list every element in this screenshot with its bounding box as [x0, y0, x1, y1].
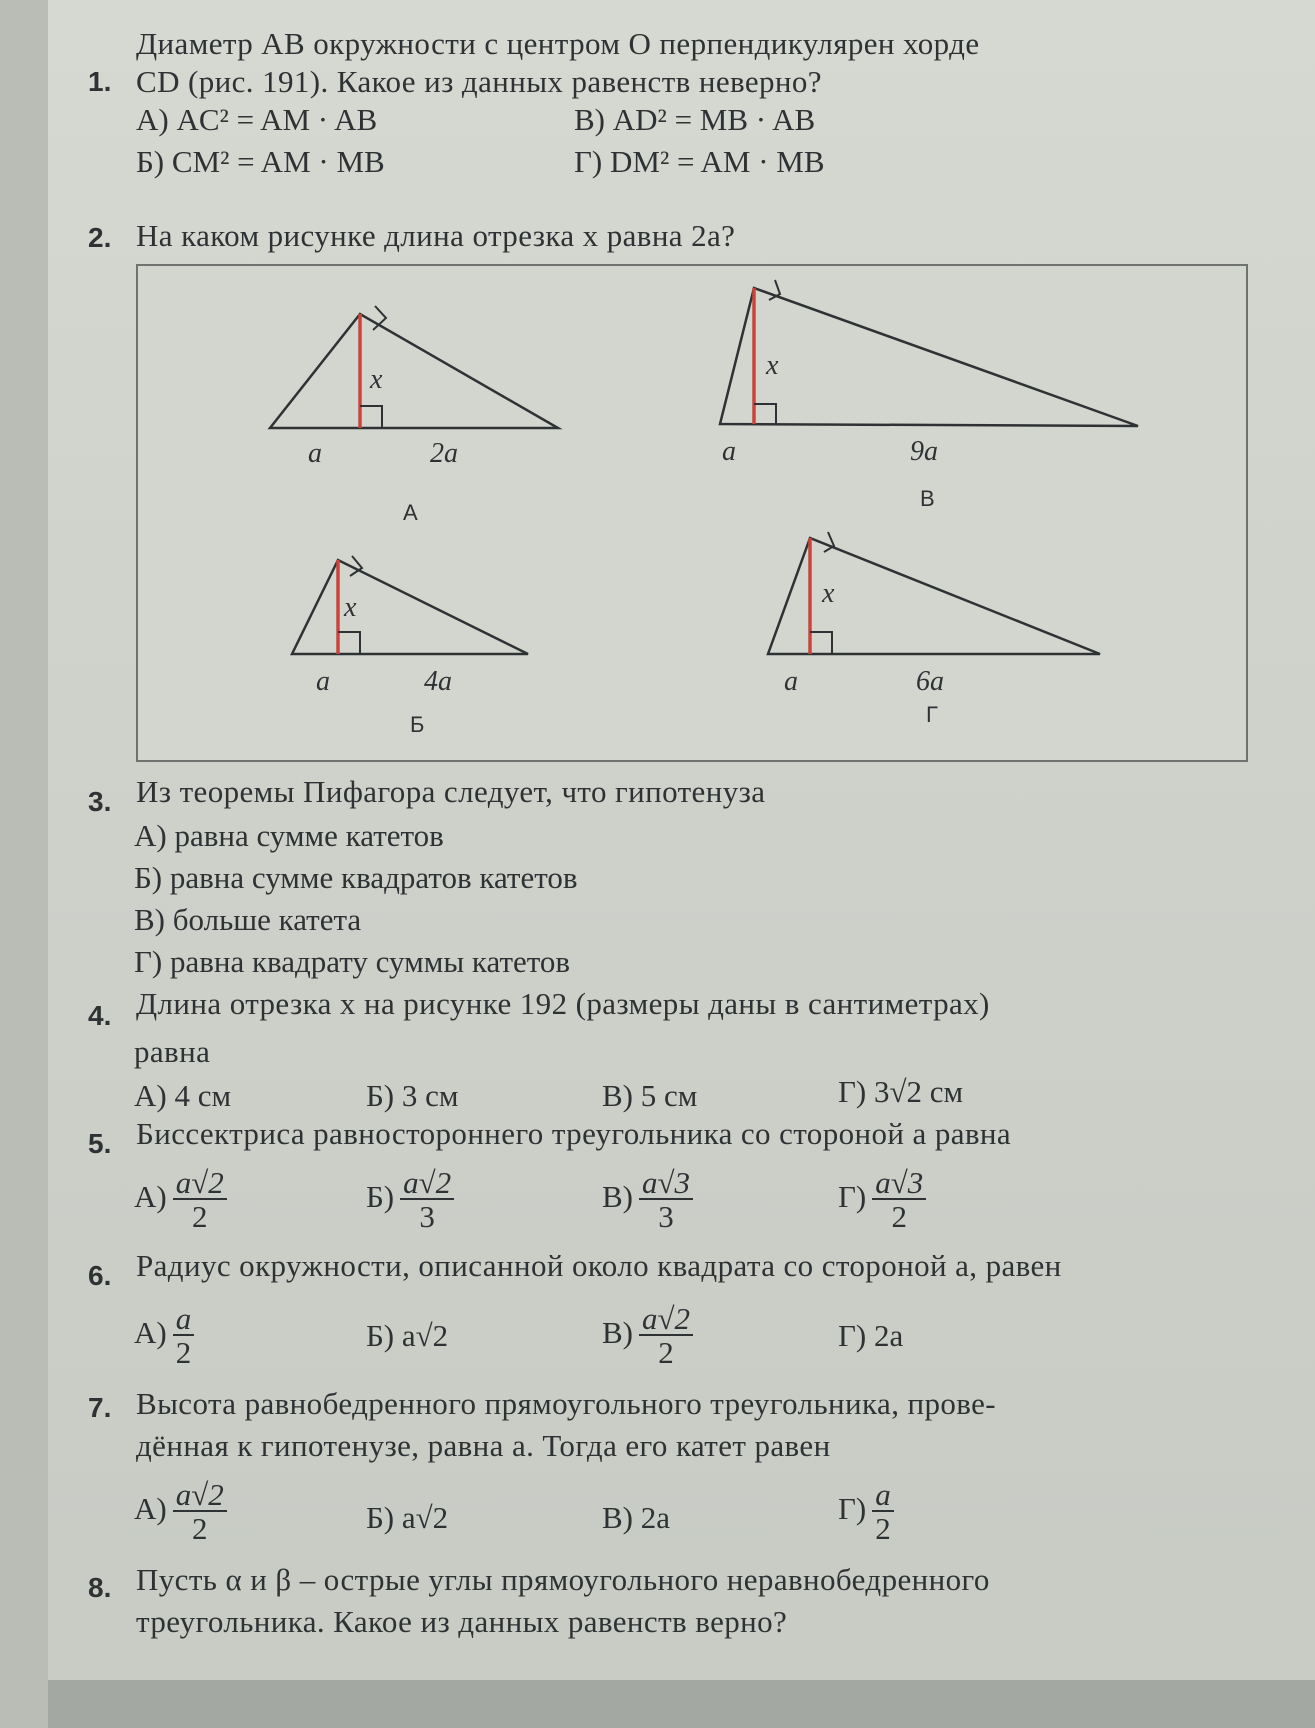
fraction-numerator: a — [173, 1304, 195, 1336]
option-g — [838, 1477, 894, 1546]
left-segment-label: a — [784, 666, 798, 697]
right-segment-label: 6a — [916, 666, 944, 697]
option-prefix: В) — [602, 1179, 633, 1215]
fraction — [173, 1477, 227, 1546]
fraction — [400, 1165, 454, 1234]
triangle-shape — [270, 314, 558, 428]
height-label: x — [370, 364, 383, 395]
option-a — [134, 1165, 227, 1234]
question-text-line: На каком рисунке длина отрезка x равна 2a? — [136, 218, 736, 253]
triangles-figure — [138, 266, 1246, 760]
question-number: 7. — [88, 1392, 112, 1423]
option-v: В) 2a — [602, 1500, 671, 1535]
option-prefix: В) — [602, 1315, 633, 1351]
option-a: А) AC² = AM · AB — [136, 102, 378, 137]
question-text-line: Из теоремы Пифагора следует, что гипотенуза — [136, 774, 766, 809]
fraction — [872, 1477, 894, 1546]
option-prefix: А) — [134, 1491, 167, 1527]
question-text-line: CD (рис. 191). Какое из данных равенств неверно? — [136, 64, 822, 99]
textbook-page — [48, 0, 1315, 1728]
fraction-denominator: 2 — [175, 1335, 192, 1370]
question-text-line: Пусть α и β – острые углы прямоугольного неравнобедренного — [136, 1562, 990, 1597]
fraction — [173, 1301, 195, 1370]
question-number: 2. — [88, 222, 112, 253]
option-b — [366, 1165, 454, 1234]
figure-a — [270, 306, 558, 525]
fraction-denominator: 2 — [191, 1511, 208, 1546]
right-angle-mark — [810, 632, 832, 654]
option-a: А) 4 см — [134, 1078, 232, 1113]
right-segment-label: 4a — [424, 666, 452, 697]
question-text-line: треугольника. Какое из данных равенств верно? — [136, 1604, 788, 1639]
fraction-denominator: 2 — [191, 1199, 208, 1234]
option-g: Г) 3√2 см — [838, 1074, 964, 1109]
triangle-shape — [768, 538, 1100, 654]
right-angle-mark — [360, 406, 382, 428]
option-v: В) больше катета — [134, 902, 362, 937]
figure-label: А — [403, 500, 418, 525]
option-g: Г) равна квадрату суммы катетов — [134, 944, 571, 979]
fraction-denominator: 3 — [419, 1199, 435, 1234]
option-b: Б) a√2 — [366, 1500, 449, 1535]
question-number: 3. — [88, 786, 112, 817]
fraction-numerator: a√2 — [173, 1480, 227, 1512]
option-g: Г) DM² = AM · MB — [574, 144, 825, 179]
option-v: В) 5 см — [602, 1078, 698, 1113]
right-angle-mark — [754, 404, 776, 424]
right-segment-label: 9a — [910, 436, 938, 467]
option-a — [134, 1301, 194, 1370]
fraction — [639, 1301, 693, 1370]
option-v: В) AD² = MB · AB — [574, 102, 816, 137]
fraction-numerator: a√2 — [400, 1168, 454, 1200]
option-prefix: Г) — [838, 1179, 867, 1215]
fraction-denominator: 3 — [658, 1199, 674, 1234]
figure-v — [720, 280, 1138, 511]
question-number: 6. — [88, 1260, 112, 1291]
option-b: Б) 3 см — [366, 1078, 459, 1113]
figure-label: Б — [410, 712, 425, 737]
fraction-denominator: 2 — [658, 1335, 674, 1370]
right-angle-mark — [338, 632, 360, 654]
option-prefix: Б) — [366, 1179, 395, 1215]
question-number: 1. — [88, 66, 112, 97]
fraction-denominator: 2 — [875, 1511, 891, 1546]
option-v — [602, 1301, 693, 1370]
fraction-denominator: 2 — [891, 1199, 907, 1234]
question-text-line: Биссектриса равностороннего треугольника со стороной a равна — [136, 1116, 1012, 1151]
fraction — [639, 1165, 693, 1234]
fraction-numerator: a√3 — [872, 1168, 926, 1200]
question-text-line: Радиус окружности, описанной около квадрата со стороной a, равен — [136, 1248, 1062, 1283]
fraction-numerator: a — [872, 1480, 894, 1512]
question-number: 5. — [88, 1128, 112, 1159]
question-text-line: равна — [134, 1034, 211, 1069]
option-a: А) равна сумме катетов — [134, 818, 444, 853]
question-number: 4. — [88, 1000, 112, 1031]
fraction — [173, 1165, 227, 1234]
option-prefix: А) — [134, 1315, 167, 1351]
fraction-numerator: a√3 — [639, 1168, 693, 1200]
triangles-figure-box — [136, 264, 1248, 762]
triangle-shape — [292, 560, 528, 654]
question-number: 8. — [88, 1572, 112, 1603]
option-g — [838, 1165, 926, 1234]
right-angle-mark — [824, 532, 834, 552]
option-g: Г) 2a — [838, 1318, 904, 1353]
option-b: Б) CM² = AM · MB — [136, 144, 385, 179]
figure-b — [292, 556, 528, 737]
option-b: Б) равна сумме квадратов катетов — [134, 860, 578, 895]
page-edge — [48, 1680, 1315, 1728]
height-label: x — [822, 578, 835, 609]
right-segment-label: 2a — [430, 438, 458, 469]
left-segment-label: a — [308, 438, 322, 469]
left-segment-label: a — [316, 666, 330, 697]
height-label: x — [344, 592, 357, 623]
left-segment-label: a — [722, 436, 736, 467]
option-b: Б) a√2 — [366, 1318, 449, 1353]
option-prefix: Г) — [838, 1491, 867, 1527]
fraction-numerator: a√2 — [173, 1168, 227, 1200]
height-label: x — [766, 350, 779, 381]
question-text-line: Длина отрезка x на рисунке 192 (размеры даны в сантиметрах) — [136, 986, 990, 1021]
figure-g — [768, 532, 1100, 727]
triangle-shape — [720, 288, 1138, 426]
figure-label: Г — [926, 702, 938, 727]
question-text-line: дённая к гипотенузе, равна a. Тогда его катет равен — [136, 1428, 831, 1463]
fraction — [872, 1165, 926, 1234]
question-text-line: Диаметр AB окружности с центром O перпендикулярен хорде — [136, 26, 980, 61]
option-prefix: А) — [134, 1179, 167, 1215]
option-v — [602, 1165, 693, 1234]
figure-label: В — [920, 486, 935, 511]
option-a — [134, 1477, 227, 1546]
fraction-numerator: a√2 — [639, 1304, 693, 1336]
question-text-line: Высота равнобедренного прямоугольного треугольника, прове- — [136, 1386, 997, 1421]
